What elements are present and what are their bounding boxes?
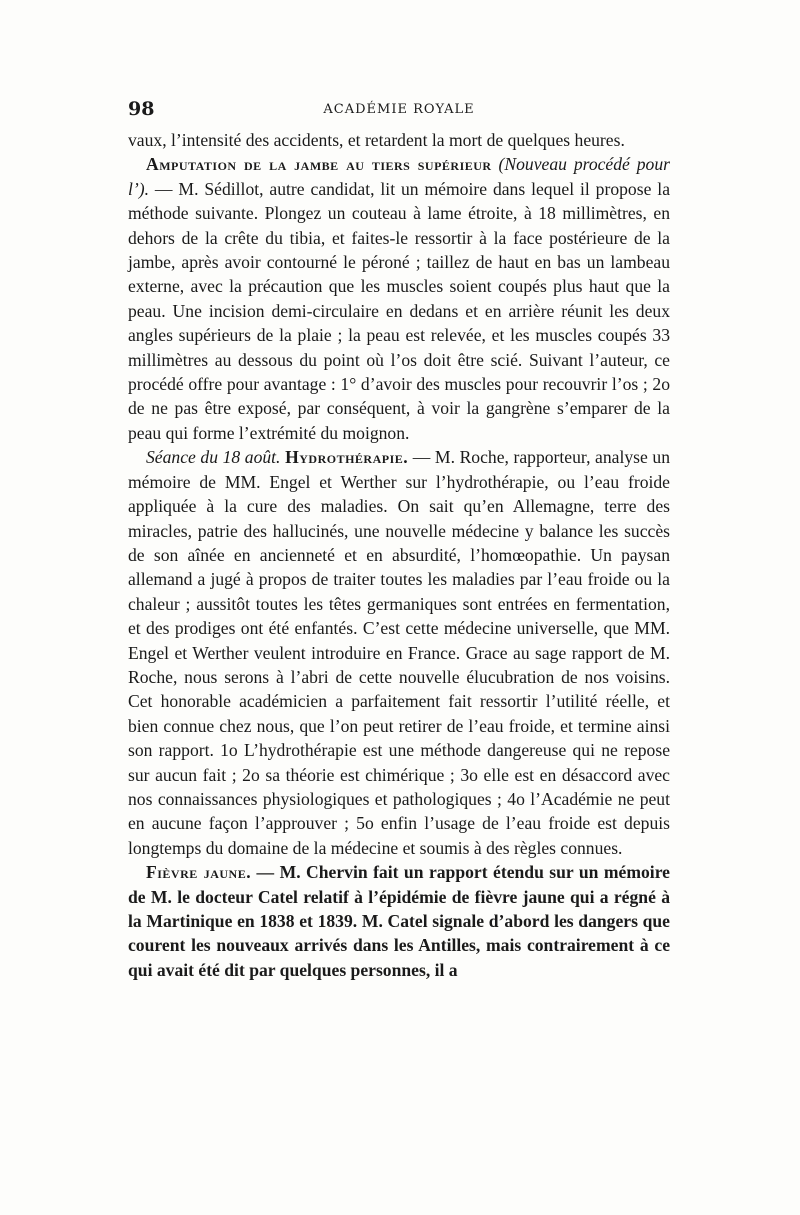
paragraph-text: — M. Roche, rapporteur, analyse un mémoire de MM. Engel et Werther sur l’hydrothérapie, ou l’eau froide appliquée à la cure des maladies. On sait qu’en Allemagne, terre des miracles, patrie des hallucinés, une nouvelle médecine y balance les succès de son aînée en ancienneté et en absurdité, l’homœopathie. Un paysan allemand a jugé à propos de traiter toutes les maladies par l’eau froide ou la chaleur ; aussitôt toutes les têtes germaniques sont entrées en fermentation, et des prodiges ont été enfantés. C’est cette médecine universelle, que MM. Engel et Werther veulent introduire en France. Grace au sage rapport de M. Roche, nous serons à l’abri de cette nouvelle élucubration de nos voisins. Cet honorable académicien a parfaitement fait ressortir l’utilité réelle, et bien connue chez nous, que l’on peut retirer de l’eau froide, et termine ainsi son rapport. 1o L’hydrothérapie est une méthode dangereuse qui ne repose sur aucun fait ; 2o sa théorie est chimérique ; 3o elle est en désaccord avec nos connaissances physiologiques et pathologiques ; 4o l’Académie ne peut en aucune façon l’approuver ; 5o enfin l’usage de l’eau froide est depuis longtemps du domaine de la médecine et soumis à des règles connues. [128, 447, 670, 858]
page-number: 98 [128, 98, 155, 120]
paragraph-continuation [128, 128, 670, 152]
section-subtitle: (Nouveau procédé pour l’). [128, 154, 670, 199]
paragraph-fievre-jaune [128, 860, 670, 982]
page-header [128, 98, 670, 122]
section-heading-fievre-jaune: Fièvre jaune. [146, 862, 252, 883]
paragraph-text: — M. Chervin fait un rapport étendu sur un mémoire de M. le docteur Catel relatif à l’épidémie de fièvre jaune qui a régné à la Martinique en 1838 et 1839. M. Catel signale d’abord les dangers que courent les nouveaux arrivés dans les Antilles, mais contrairement à ce qui avait été dit par quelques personnes, il a [128, 862, 670, 980]
paragraph-text: vaux, l’intensité des accidents, et retardent la mort de quelques heures. [128, 130, 625, 150]
paragraph-text: — M. Sédillot, autre candidat, lit un mémoire dans lequel il propose la méthode suivante. Plongez un couteau à lame étroite, à 18 millimètres, en dehors de la crête du tibia, et faites-le ressortir à la face postérieure de la jambe, après avoir contourné le péroné ; taillez de haut en bas un lambeau externe, avec la précaution que les muscles soient coupés plus haut que la peau. Une incision demi-circulaire en dedans et en arrière réunit les deux angles supérieurs de la plaie ; la peau est relevée, et les muscles coupés 33 millimètres au dessous du point où l’os doit être scié. Suivant l’auteur, ce procédé offre pour avantage : 1° d’avoir des muscles pour recouvrir l’os ; 2o de ne pas être exposé, par conséquent, à voir la gangrène s’emparer de la peau qui forme l’extrémité du moignon. [128, 178, 670, 443]
paragraph-amputation [128, 152, 670, 445]
body-text [128, 128, 670, 982]
section-heading-amputation: Amputation de la jambe au tiers supérieur [146, 154, 492, 175]
paragraph-hydrotherapie [128, 445, 670, 860]
section-heading-hydrotherapie: Hydrothérapie. [285, 447, 409, 468]
running-head: ACADÉMIE ROYALE [323, 102, 475, 117]
session-date: Séance du 18 août. [146, 447, 281, 468]
